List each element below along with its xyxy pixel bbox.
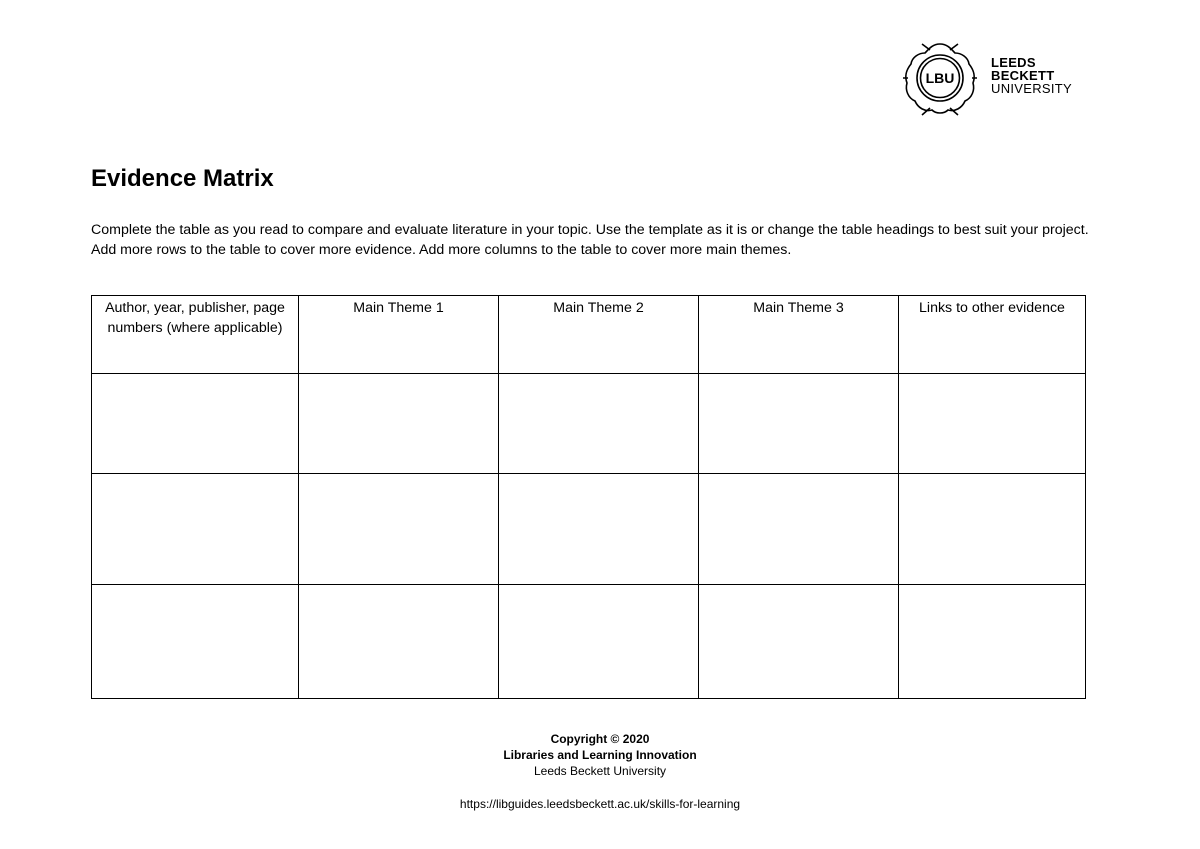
footer-credits [0,731,1200,779]
table-cell[interactable] [299,585,499,699]
table-cell[interactable] [899,474,1086,585]
header-author-year: Author, year, publisher, page numbers (where applicable) [92,296,299,374]
header-main-theme-3: Main Theme 3 [699,296,899,374]
footer-institution: Leeds Beckett University [533,764,667,778]
footer-url[interactable]: https://libguides.leedsbeckett.ac.uk/skills-for-learning [459,797,741,811]
table-cell[interactable] [499,474,699,585]
table-row [92,474,1086,585]
table-cell[interactable] [92,585,299,699]
table-cell[interactable] [92,374,299,474]
table-cell[interactable] [299,474,499,585]
header-main-theme-2: Main Theme 2 [499,296,699,374]
page-title: Evidence Matrix [91,165,274,192]
table-cell[interactable] [699,374,899,474]
university-logo [900,38,1080,118]
table-cell[interactable] [92,474,299,585]
table-cell[interactable] [499,585,699,699]
logo-wordmark [991,56,1072,95]
table-header-row [92,296,1086,374]
intro-paragraph: Complete the table as you read to compare and evaluate literature in your topic. Use the template as it is or change the table headings to best suit your project. Add more rows to the table to cover more evidence. Add more columns to the table to cover more main themes. [91,222,1089,258]
footer-copyright: Copyright © 2020 [550,732,650,746]
table-row [92,585,1086,699]
table-cell[interactable] [899,585,1086,699]
header-main-theme-1: Main Theme 1 [299,296,499,374]
table-cell[interactable] [899,374,1086,474]
header-links-to-other-evidence: Links to other evidence [899,296,1086,374]
footer-department: Libraries and Learning Innovation [503,748,697,762]
logo-monogram: LBU [925,70,955,86]
logo-line-3: UNIVERSITY [991,81,1073,96]
table-cell[interactable] [299,374,499,474]
logo-line-1: LEEDS [991,55,1036,70]
tudor-rose-icon [900,38,980,118]
logo-line-2: BECKETT [991,68,1055,83]
evidence-matrix-table [91,295,1086,699]
table-cell[interactable] [699,585,899,699]
table-cell[interactable] [699,474,899,585]
table-cell[interactable] [499,374,699,474]
table-row [92,374,1086,474]
